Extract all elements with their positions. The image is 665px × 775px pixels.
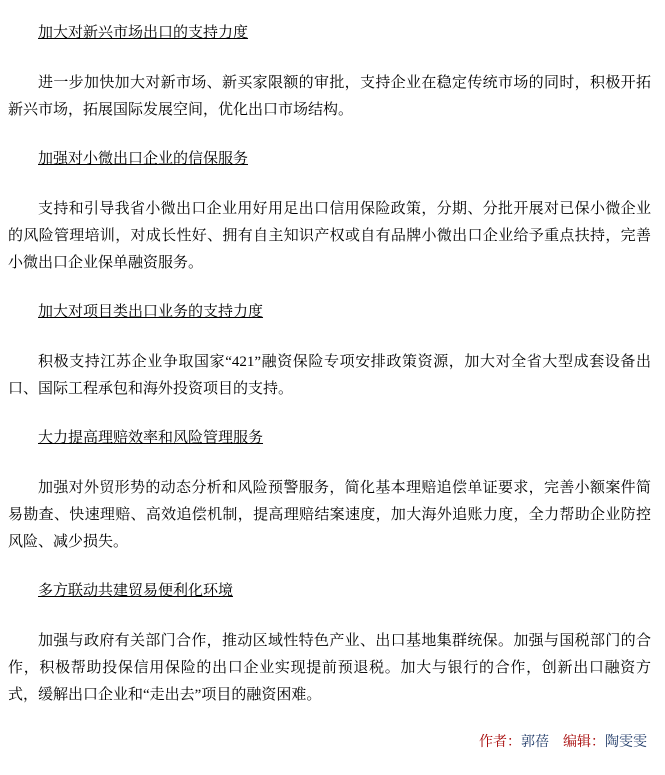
section-paragraph: 进一步加快加大对新市场、新买家限额的审批，支持企业在稳定传统市场的同时，积极开拓新兴市场，拓展国际发展空间，优化出口市场结构。 <box>8 75 651 118</box>
credits-line <box>8 733 651 753</box>
editor-name: 陶雯雯 <box>605 735 647 750</box>
section-heading: 大力提高理赔效率和风险管理服务 <box>38 430 264 446</box>
section-heading: 加大对项目类出口业务的支持力度 <box>38 304 264 320</box>
article-section <box>8 148 651 277</box>
section-paragraph: 支持和引导我省小微出口企业用好用足出口信用保险政策，分期、分批开展对已保小微企业的风险管理培训，对成长性好、拥有自主知识产权或自有品牌小微出口企业给予重点扶持，完善小微出口企业保单融资服务。 <box>8 201 651 271</box>
author-label: 作者： <box>479 735 521 750</box>
section-paragraph: 加强对外贸形势的动态分析和风险预警服务，简化基本理赔追偿单证要求，完善小额案件简易勘查、快速理赔、高效追偿机制，提高理赔结案速度，加大海外追账力度，全力帮助企业防控风险、减少损失。 <box>8 480 651 550</box>
article-section <box>8 301 651 403</box>
section-heading: 多方联动共建贸易便利化环境 <box>38 583 234 599</box>
section-paragraph: 加强与政府有关部门合作，推动区域性特色产业、出口基地集群统保。加强与国税部门的合作，积极帮助投保信用保险的出口企业实现提前预退税。加大与银行的合作，创新出口融资方式，缓解出口企业和“走出去”项目的融资困难。 <box>8 633 651 703</box>
author-name: 郭蓓 <box>521 735 549 750</box>
editor-label: 编辑： <box>563 735 605 750</box>
article-section <box>8 22 651 124</box>
article-section <box>8 427 651 556</box>
section-heading: 加大对新兴市场出口的支持力度 <box>38 25 249 41</box>
article-section <box>8 580 651 709</box>
section-heading: 加强对小微出口企业的信保服务 <box>38 151 249 167</box>
section-paragraph: 积极支持江苏企业争取国家“421”融资保险专项安排政策资源，加大对全省大型成套设备出口、国际工程承包和海外投资项目的支持。 <box>8 354 651 397</box>
credits-separator <box>549 735 563 750</box>
